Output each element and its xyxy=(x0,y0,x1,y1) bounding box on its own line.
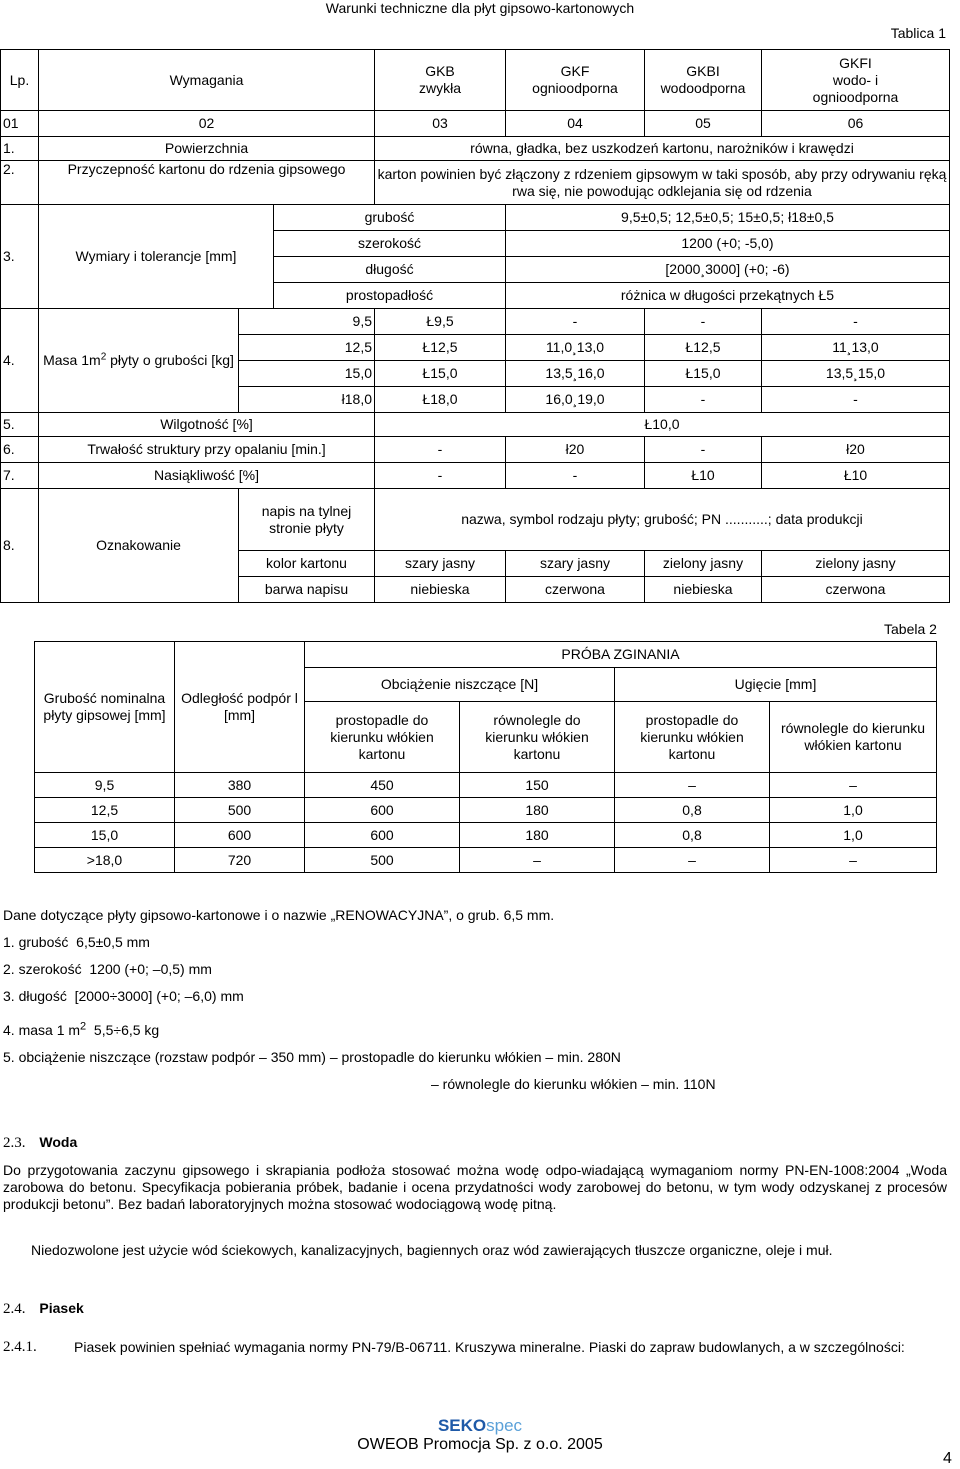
row-surface-name: Powierzchnia xyxy=(39,137,375,161)
marking-kolor-gkfi: zielony jasny xyxy=(762,551,950,577)
absorption-gkb: - xyxy=(375,463,506,489)
row-adhesion-value: karton powinien być złączony z rdzeniem gipsowym w taki sposób, aby przy odrywaniu ręką rwa się, nie powodując odklejania się od rdzenia xyxy=(375,161,950,205)
mass-thickness: 12,5 xyxy=(239,335,375,361)
footer-logo-spec: spec xyxy=(486,1416,523,1435)
note-3: 3. długość [2000÷3000] (+0; –6,0) mm xyxy=(3,988,244,1004)
row-adhesion xyxy=(1,161,950,205)
row-surface-no: 1. xyxy=(1,137,39,161)
table2-cell: 0,8 xyxy=(615,823,770,848)
row-fire xyxy=(1,437,950,463)
table2-h-sub1: prostopadle do kierunku włókien kartonu xyxy=(305,702,460,773)
mass-gkf: 16,0¸19,0 xyxy=(506,387,645,413)
header-gkbi: GKBI wodoodporna xyxy=(645,50,762,111)
note-1: 1. grubość 6,5±0,5 mm xyxy=(3,934,150,950)
mass-gkf: 13,5¸16,0 xyxy=(506,361,645,387)
dim-label: szerokość xyxy=(274,231,506,257)
table2-header-row xyxy=(35,642,937,668)
notes-intro: Dane dotyczące płyty gipsowo-kartonowe i o nazwie „RENOWACYJNA”, o grub. 6,5 mm. xyxy=(3,907,555,923)
note-4 xyxy=(3,1022,159,1039)
header-gkb: GKB zwykła xyxy=(375,50,506,111)
table2-cell: 450 xyxy=(305,773,460,798)
table2-h-sub4: równolegle do kierunku włókien kartonu xyxy=(770,702,937,773)
mass-gkfi: 13,5¸15,0 xyxy=(762,361,950,387)
mass-gkb: Ł15,0 xyxy=(375,361,506,387)
marking-napis-value: nazwa, symbol rodzaju płyty; grubość; PN ...........; data produkcji xyxy=(375,489,950,551)
row-adhesion-name: Przyczepność kartonu do rdzenia gipsowego xyxy=(39,161,375,205)
table2-cell: 9,5 xyxy=(35,773,175,798)
marking-napis-label: napis na tylnej stronie płyty xyxy=(239,489,375,551)
marking-kolor-gkbi: zielony jasny xyxy=(645,551,762,577)
table2-row xyxy=(35,798,937,823)
absorption-gkfi: Ł10 xyxy=(762,463,950,489)
fire-gkf: ł20 xyxy=(506,437,645,463)
table2-cell: 180 xyxy=(460,798,615,823)
row-mass xyxy=(1,309,950,335)
table1-colnum-row xyxy=(1,111,950,137)
note-4-b: 5,5÷6,5 kg xyxy=(86,1022,160,1038)
table2-cell: 12,5 xyxy=(35,798,175,823)
footer-logo xyxy=(0,1417,960,1435)
dim-value: 1200 (+0; -5,0) xyxy=(506,231,950,257)
mass-gkb: Ł12,5 xyxy=(375,335,506,361)
note-2: 2. szerokość 1200 (+0; –0,5) mm xyxy=(3,961,212,977)
fire-gkfi: ł20 xyxy=(762,437,950,463)
dim-value: różnica w długości przekątnych Ł5 xyxy=(506,283,950,309)
mass-gkfi: 11¸13,0 xyxy=(762,335,950,361)
absorption-gkf: - xyxy=(506,463,645,489)
table2-cell: 180 xyxy=(460,823,615,848)
table1-label: Tablica 1 xyxy=(890,25,946,41)
row-absorption-no: 7. xyxy=(1,463,39,489)
table2-cell: – xyxy=(615,773,770,798)
row-mass-no: 4. xyxy=(1,309,39,413)
table2-row xyxy=(35,823,937,848)
fire-gkb: - xyxy=(375,437,506,463)
row-mass-name xyxy=(39,309,239,413)
colnum-6: 06 xyxy=(762,111,950,137)
mass-gkfi: - xyxy=(762,309,950,335)
table2-cell: – xyxy=(770,848,937,873)
note-5: 5. obciążenie niszczące (rozstaw podpór – 350 mm) – prostopadle do kierunku włókien – min. 280N xyxy=(3,1049,621,1065)
table2-cell: 500 xyxy=(305,848,460,873)
mass-name-sup: 2 xyxy=(100,351,107,363)
section-woda-paragraph-2: Niedozwolone jest użycie wód ściekowych, kanalizacyjnych, bagiennych oraz wód zawierających tłuszcze organiczne, oleje i muł. xyxy=(31,1242,833,1258)
mass-name-b: płyty o grubości [kg] xyxy=(106,352,234,368)
header-gkfi: GKFI wodo- i ognioodporna xyxy=(762,50,950,111)
colnum-1: 01 xyxy=(1,111,39,137)
row-moisture-value: Ł10,0 xyxy=(375,413,950,437)
marking-kolor-gkf: szary jasny xyxy=(506,551,645,577)
table2-cell: 500 xyxy=(175,798,305,823)
table2-cell: 0,8 xyxy=(615,798,770,823)
header-lp: Lp. xyxy=(1,50,39,111)
fire-gkbi: - xyxy=(645,437,762,463)
absorption-gkbi: Ł10 xyxy=(645,463,762,489)
marking-barwa-gkbi: niebieska xyxy=(645,577,762,603)
note-4-a: 4. masa 1 m xyxy=(3,1022,81,1038)
colnum-5: 05 xyxy=(645,111,762,137)
row-marking-name: Oznakowanie xyxy=(39,489,239,603)
mass-thickness: ł18,0 xyxy=(239,387,375,413)
row-moisture-no: 5. xyxy=(1,413,39,437)
header-requirements: Wymagania xyxy=(39,50,375,111)
mass-thickness: 9,5 xyxy=(239,309,375,335)
section-piasek-heading xyxy=(3,1300,84,1318)
table2-cell: 600 xyxy=(305,823,460,848)
marking-barwa-gkb: niebieska xyxy=(375,577,506,603)
colnum-2: 02 xyxy=(39,111,375,137)
table1-caption: Warunki techniczne dla płyt gipsowo-kartonowych xyxy=(325,0,635,16)
footer-company: OWEOB Promocja Sp. z o.o. 2005 xyxy=(357,1436,603,1453)
mass-name-a: Masa 1m xyxy=(43,352,101,368)
table2-h-obciazenie: Obciążenie niszczące [N] xyxy=(305,668,615,702)
table2-cell: 380 xyxy=(175,773,305,798)
table2-cell: – xyxy=(770,773,937,798)
colnum-3: 03 xyxy=(375,111,506,137)
mass-gkf: - xyxy=(506,309,645,335)
row-fire-name: Trwałość struktury przy opalaniu [min.] xyxy=(39,437,375,463)
row-surface-value: równa, gładka, bez uszkodzeń kartonu, narożników i krawędzi xyxy=(375,137,950,161)
dim-label: długość xyxy=(274,257,506,283)
mass-gkb: Ł9,5 xyxy=(375,309,506,335)
header-gkf: GKF ognioodporna xyxy=(506,50,645,111)
dim-label: prostopadłość xyxy=(274,283,506,309)
mass-gkbi: Ł12,5 xyxy=(645,335,762,361)
marking-kolor-label: kolor kartonu xyxy=(239,551,375,577)
table2-cell: 600 xyxy=(305,798,460,823)
marking-barwa-gkf: czerwona xyxy=(506,577,645,603)
mass-gkf: 11,0¸13,0 xyxy=(506,335,645,361)
table2 xyxy=(34,641,937,873)
row-fire-no: 6. xyxy=(1,437,39,463)
marking-kolor-gkb: szary jasny xyxy=(375,551,506,577)
marking-barwa-label: barwa napisu xyxy=(239,577,375,603)
dim-value: 9,5±0,5; 12,5±0,5; 15±0,5; ł18±0,5 xyxy=(506,205,950,231)
row-surface xyxy=(1,137,950,161)
row-absorption xyxy=(1,463,950,489)
mass-gkfi: - xyxy=(762,387,950,413)
row-dimensions xyxy=(1,205,950,231)
table2-cell: – xyxy=(615,848,770,873)
table2-cell: 150 xyxy=(460,773,615,798)
row-moisture xyxy=(1,413,950,437)
colnum-4: 04 xyxy=(506,111,645,137)
table2-h-odleglosc: Odległość podpór l [mm] xyxy=(175,642,305,773)
section-woda-number: 2.3. xyxy=(3,1135,26,1151)
dim-label: grubość xyxy=(274,205,506,231)
note-5b: – równolegle do kierunku włókien – min. 110N xyxy=(431,1076,716,1092)
table2-cell: 600 xyxy=(175,823,305,848)
row-marking xyxy=(1,489,950,551)
section-piasek-title: Piasek xyxy=(39,1300,84,1316)
table2-cell: 1,0 xyxy=(770,798,937,823)
section-woda-paragraph-1: Do przygotowania zaczynu gipsowego i skrapiania podłoża stosować można wodę odpo-wiadającą wymaganiom normy PN-EN-1008:2004 „Woda zarobowa do betonu. Specyfikacja pobierania próbek, badanie i ocena przydatności wody zarobowej do betonu, w tym wody odzyskanej z procesów produkcji betonu”. Bez badań laboratoryjnych można stosować wodociągową wodę pitną. xyxy=(3,1162,947,1212)
table2-cell: >18,0 xyxy=(35,848,175,873)
table2-cell: 720 xyxy=(175,848,305,873)
table2-h-ugiecie: Ugięcie [mm] xyxy=(615,668,937,702)
table1-header-row xyxy=(1,50,950,111)
table1 xyxy=(0,49,950,603)
footer-logo-seko: SEKO xyxy=(437,1416,487,1435)
row-adhesion-no: 2. xyxy=(1,161,39,205)
table2-h-sub2: równolegle do kierunku włókien kartonu xyxy=(460,702,615,773)
table2-label: Tabela 2 xyxy=(884,621,937,637)
table2-h-sub3: prostopadle do kierunku włókien kartonu xyxy=(615,702,770,773)
page-number: 4 xyxy=(943,1450,952,1467)
section-woda-heading xyxy=(3,1134,77,1152)
mass-gkbi: - xyxy=(645,387,762,413)
section-piasek-sub-number: 2.4.1. xyxy=(3,1339,37,1355)
marking-barwa-gkfi: czerwona xyxy=(762,577,950,603)
row-moisture-name: Wilgotność [%] xyxy=(39,413,375,437)
table2-cell: 1,0 xyxy=(770,823,937,848)
note-4-sup: 2 xyxy=(80,1020,87,1033)
section-piasek-sub-text: Piasek powinien spełniać wymagania normy PN-79/B-06711. Kruszywa mineralne. Piaski do zapraw budowlanych, a w szczególności: xyxy=(74,1339,905,1355)
row-dimensions-name: Wymiary i tolerancje [mm] xyxy=(39,205,274,309)
row-dimensions-no: 3. xyxy=(1,205,39,309)
row-marking-no: 8. xyxy=(1,489,39,603)
table2-h-grubosc: Grubość nominalna płyty gipsowej [mm] xyxy=(35,642,175,773)
table2-cell: 15,0 xyxy=(35,823,175,848)
mass-gkb: Ł18,0 xyxy=(375,387,506,413)
dim-value: [2000¸3000] (+0; -6) xyxy=(506,257,950,283)
section-piasek-number: 2.4. xyxy=(3,1301,26,1317)
mass-gkbi: - xyxy=(645,309,762,335)
table2-row xyxy=(35,773,937,798)
table2-cell: – xyxy=(460,848,615,873)
mass-thickness: 15,0 xyxy=(239,361,375,387)
row-absorption-name: Nasiąkliwość [%] xyxy=(39,463,375,489)
table2-row xyxy=(35,848,937,873)
table2-h-proba: PRÓBA ZGINANIA xyxy=(305,642,937,668)
mass-gkbi: Ł15,0 xyxy=(645,361,762,387)
section-woda-title: Woda xyxy=(39,1134,78,1150)
